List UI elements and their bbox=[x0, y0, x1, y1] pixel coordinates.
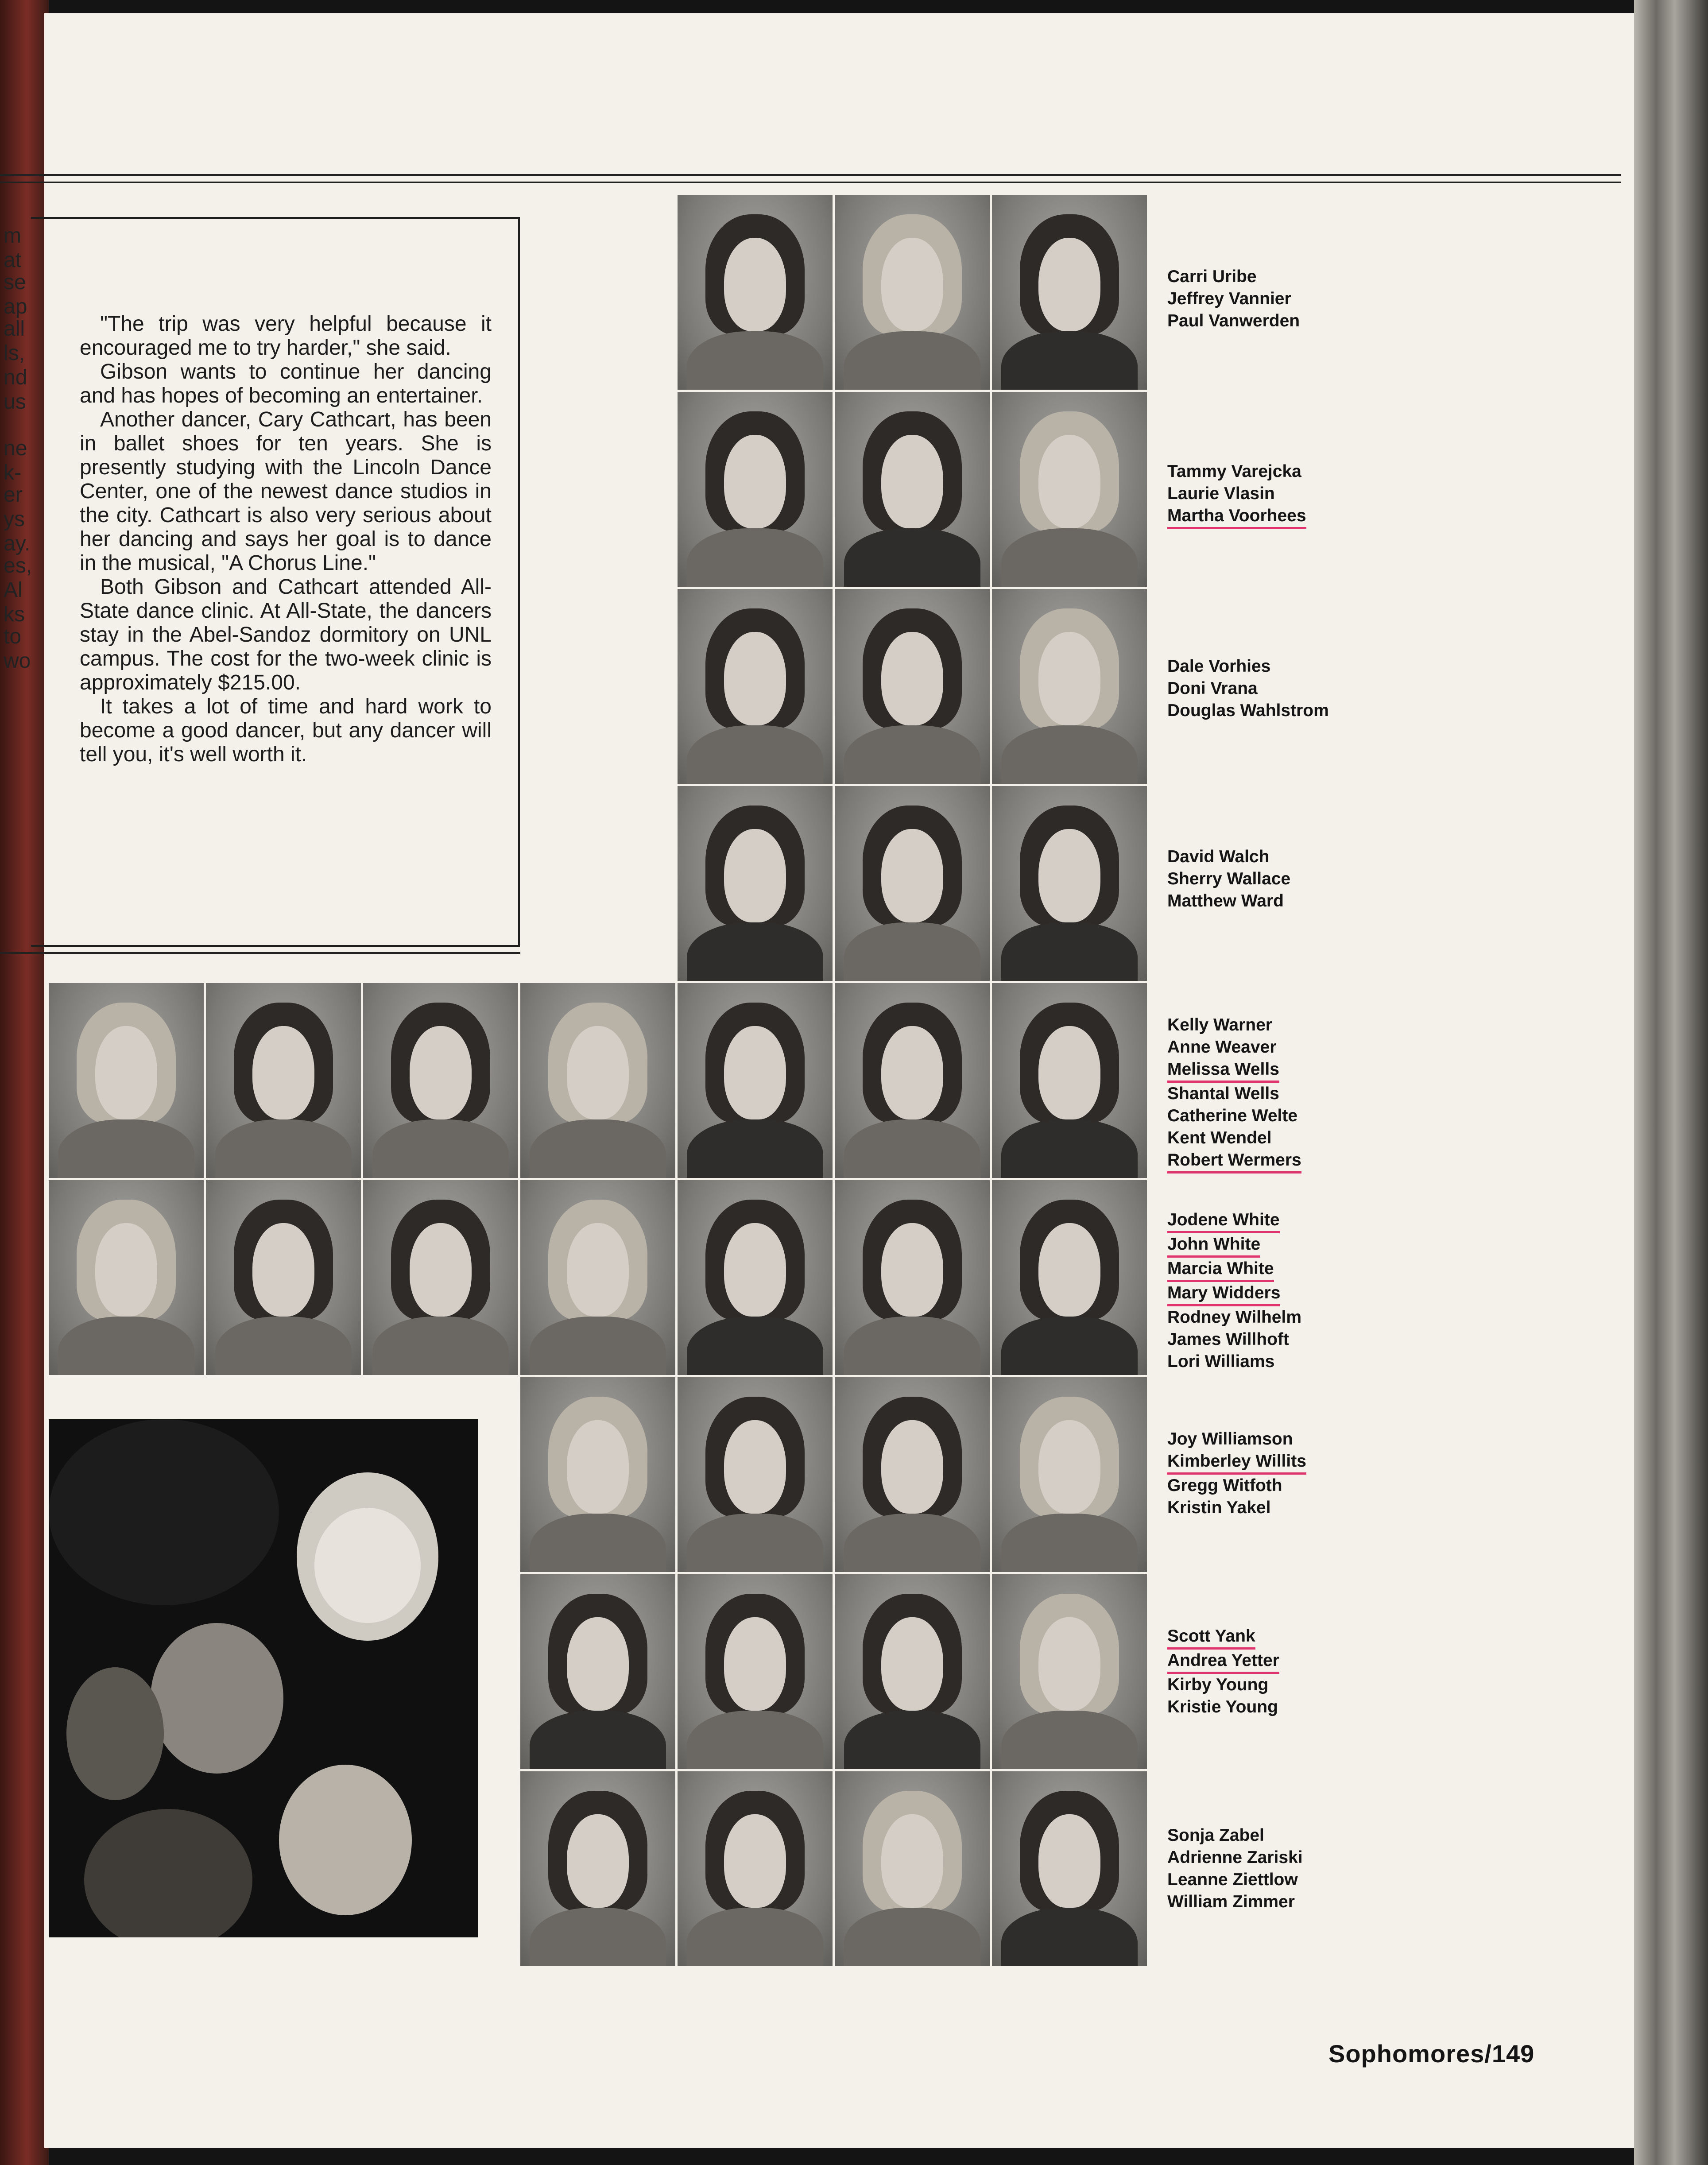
prev-page-fragment: k- bbox=[4, 461, 21, 484]
student-name-line bbox=[1167, 266, 1300, 288]
portrait-body bbox=[1001, 331, 1138, 390]
candid-figure bbox=[314, 1508, 421, 1623]
student-name: Mary Widders bbox=[1167, 1282, 1280, 1306]
portrait-body bbox=[687, 725, 823, 784]
student-name-line bbox=[1167, 1650, 1279, 1674]
student-portrait bbox=[992, 983, 1147, 1178]
portrait-face bbox=[881, 238, 943, 331]
student-name: James Willhoft bbox=[1167, 1330, 1289, 1349]
portrait-face bbox=[881, 1223, 943, 1317]
prev-page-fragment: Al bbox=[4, 578, 23, 602]
student-name-line bbox=[1167, 310, 1300, 332]
portrait-face bbox=[881, 829, 943, 922]
folio-separator: / bbox=[1484, 2040, 1492, 2068]
prev-page-fragment: m bbox=[4, 224, 21, 248]
student-name-line bbox=[1167, 1869, 1303, 1891]
portrait-face bbox=[881, 1026, 943, 1119]
portrait-body bbox=[215, 1119, 352, 1178]
student-name-line bbox=[1167, 1824, 1303, 1847]
portrait-body bbox=[687, 1317, 823, 1375]
student-portrait bbox=[992, 1771, 1147, 1966]
portrait-face bbox=[1038, 632, 1100, 725]
student-name: Martha Voorhees bbox=[1167, 505, 1306, 529]
prev-page-fragment: se bbox=[4, 271, 26, 294]
portrait-face bbox=[881, 1814, 943, 1908]
student-portrait bbox=[678, 589, 833, 784]
student-portrait bbox=[678, 392, 833, 587]
portrait-face bbox=[252, 1223, 314, 1317]
prev-page-fragment: es, bbox=[4, 554, 32, 577]
student-name: John White bbox=[1167, 1233, 1260, 1258]
candid-dancers-photo bbox=[49, 1419, 478, 1937]
portrait-face bbox=[881, 435, 943, 528]
prev-page-fragment: ls, bbox=[4, 341, 25, 365]
portrait-face bbox=[724, 238, 786, 331]
student-name: Kirby Young bbox=[1167, 1675, 1269, 1694]
student-name-line bbox=[1167, 1083, 1301, 1105]
student-name: Tammy Varejcka bbox=[1167, 462, 1301, 481]
student-name-line bbox=[1167, 1149, 1301, 1174]
student-name: Laurie Vlasin bbox=[1167, 484, 1275, 503]
student-name: Shantal Wells bbox=[1167, 1084, 1279, 1103]
student-portrait bbox=[206, 983, 361, 1178]
student-name-line bbox=[1167, 1014, 1301, 1036]
prev-page-fragment: ks bbox=[4, 603, 25, 626]
candid-figure bbox=[279, 1765, 412, 1915]
folio-section: Sophomores bbox=[1328, 2040, 1485, 2068]
portrait-body bbox=[1001, 725, 1138, 784]
prev-page-fragment: ap bbox=[4, 295, 27, 318]
student-name-line bbox=[1167, 678, 1329, 700]
portrait-face bbox=[881, 1420, 943, 1514]
portrait-face bbox=[1038, 829, 1100, 922]
portrait-face bbox=[724, 1814, 786, 1908]
student-name-line bbox=[1167, 1674, 1279, 1696]
name-group bbox=[1167, 1209, 1301, 1373]
student-name-line bbox=[1167, 1328, 1301, 1351]
student-name: Jodene White bbox=[1167, 1209, 1280, 1233]
prev-page-fragment: all bbox=[4, 317, 25, 341]
portrait-body bbox=[530, 1514, 666, 1572]
portrait-body bbox=[215, 1317, 352, 1375]
student-name-line bbox=[1167, 1497, 1306, 1519]
student-name: Scott Yank bbox=[1167, 1625, 1255, 1650]
student-name-line bbox=[1167, 1847, 1303, 1869]
portrait-body bbox=[844, 528, 980, 587]
student-portrait bbox=[678, 1771, 833, 1966]
student-name: Matthew Ward bbox=[1167, 891, 1284, 910]
candid-figure bbox=[66, 1667, 164, 1800]
student-portrait bbox=[520, 1574, 675, 1769]
portrait-body bbox=[58, 1119, 194, 1178]
student-name: Douglas Wahlstrom bbox=[1167, 701, 1329, 720]
student-portrait bbox=[835, 1771, 990, 1966]
student-name-line bbox=[1167, 1450, 1306, 1475]
prev-page-fragment: nd bbox=[4, 366, 27, 389]
portrait-body bbox=[844, 1514, 980, 1572]
portrait-body bbox=[1001, 1119, 1138, 1178]
name-group bbox=[1167, 461, 1306, 529]
portrait-body bbox=[844, 1317, 980, 1375]
name-group bbox=[1167, 846, 1290, 912]
student-name: Leanne Ziettlow bbox=[1167, 1870, 1298, 1889]
portrait-face bbox=[724, 1026, 786, 1119]
student-name-line bbox=[1167, 1233, 1301, 1258]
student-name-line bbox=[1167, 1625, 1279, 1650]
portrait-face bbox=[1038, 1814, 1100, 1908]
student-portrait bbox=[835, 786, 990, 981]
student-name: Paul Vanwerden bbox=[1167, 311, 1300, 330]
portrait-body bbox=[844, 331, 980, 390]
portrait-body bbox=[530, 1119, 666, 1178]
candid-figure bbox=[151, 1623, 283, 1774]
story-paragraph: Another dancer, Cary Cathcart, has been in ballet shoes for ten years. She is presently studying with the Lincoln Dance Center, one of the newest dance studios in the city. Cathcart is also very serious about her dancing and says her goal is to dance in the musical, "A Chorus Line." bbox=[80, 408, 492, 575]
name-group bbox=[1167, 1014, 1301, 1174]
student-name: Doni Vrana bbox=[1167, 679, 1258, 698]
student-portrait bbox=[520, 1771, 675, 1966]
student-name-line bbox=[1167, 1475, 1306, 1497]
portrait-body bbox=[1001, 922, 1138, 981]
prev-page-fragment: us bbox=[4, 390, 26, 414]
portrait-face bbox=[724, 1223, 786, 1317]
portrait-body bbox=[844, 1119, 980, 1178]
student-portrait bbox=[678, 1180, 833, 1375]
student-name-line bbox=[1167, 288, 1300, 310]
student-name: Kent Wendel bbox=[1167, 1128, 1272, 1147]
portrait-body bbox=[687, 331, 823, 390]
portrait-body bbox=[372, 1317, 509, 1375]
student-portrait bbox=[835, 983, 990, 1178]
student-name-line bbox=[1167, 1696, 1279, 1718]
story-paragraph: Both Gibson and Cathcart attended All-State dance clinic. At All-State, the dancers stay in the Abel-Sandoz dormitory on UNL campus. The cost for the two-week clinic is approximately $215.00. bbox=[80, 575, 492, 694]
portrait-face bbox=[567, 1223, 629, 1317]
portrait-face bbox=[1038, 1617, 1100, 1711]
student-name: Andrea Yetter bbox=[1167, 1650, 1279, 1674]
student-portrait bbox=[363, 1180, 518, 1375]
portrait-body bbox=[844, 1711, 980, 1769]
student-portrait bbox=[835, 195, 990, 390]
portrait-face bbox=[881, 1617, 943, 1711]
student-portrait bbox=[49, 1180, 204, 1375]
student-portrait bbox=[678, 1377, 833, 1572]
name-group bbox=[1167, 1625, 1279, 1718]
student-name: Catherine Welte bbox=[1167, 1106, 1298, 1125]
prev-page-fragment: wo bbox=[4, 649, 31, 673]
prev-page-fragment: ys bbox=[4, 507, 25, 531]
portrait-face bbox=[724, 632, 786, 725]
prev-page-fragment: to bbox=[4, 625, 22, 648]
portrait-face bbox=[252, 1026, 314, 1119]
student-name-line bbox=[1167, 1282, 1301, 1306]
student-name: Jeffrey Vannier bbox=[1167, 289, 1291, 308]
student-name: Gregg Witfoth bbox=[1167, 1476, 1282, 1495]
student-name-line bbox=[1167, 1209, 1301, 1233]
student-name-line bbox=[1167, 483, 1306, 505]
portrait-body bbox=[687, 528, 823, 587]
portrait-body bbox=[687, 1711, 823, 1769]
portrait-face bbox=[724, 1420, 786, 1514]
prev-page-fragment: at bbox=[4, 248, 22, 272]
portrait-body bbox=[844, 1908, 980, 1966]
portrait-body bbox=[530, 1908, 666, 1966]
portrait-body bbox=[1001, 1711, 1138, 1769]
portrait-face bbox=[724, 1617, 786, 1711]
portrait-body bbox=[1001, 1908, 1138, 1966]
student-name-line bbox=[1167, 655, 1329, 678]
page-folio bbox=[1328, 2039, 1534, 2068]
student-name-line bbox=[1167, 700, 1329, 722]
portrait-body bbox=[58, 1317, 194, 1375]
portrait-body bbox=[372, 1119, 509, 1178]
portrait-face bbox=[1038, 435, 1100, 528]
portrait-body bbox=[1001, 1514, 1138, 1572]
student-portrait bbox=[835, 1574, 990, 1769]
student-portrait bbox=[992, 1180, 1147, 1375]
student-portrait bbox=[992, 195, 1147, 390]
student-name-line bbox=[1167, 1306, 1301, 1328]
student-portrait bbox=[992, 786, 1147, 981]
portrait-body bbox=[844, 922, 980, 981]
student-name: William Zimmer bbox=[1167, 1892, 1295, 1911]
student-name-line bbox=[1167, 868, 1290, 890]
student-name: Kristie Young bbox=[1167, 1697, 1278, 1716]
candid-figure bbox=[84, 1809, 252, 1937]
student-name: Anne Weaver bbox=[1167, 1038, 1277, 1057]
student-name-line bbox=[1167, 1891, 1303, 1913]
student-portrait bbox=[678, 1574, 833, 1769]
student-name: Melissa Wells bbox=[1167, 1058, 1279, 1083]
student-name: Sherry Wallace bbox=[1167, 869, 1291, 888]
student-name-line bbox=[1167, 461, 1306, 483]
top-double-rule-1 bbox=[0, 174, 1621, 176]
portrait-face bbox=[1038, 1223, 1100, 1317]
student-name-line bbox=[1167, 1258, 1301, 1282]
student-portrait bbox=[835, 392, 990, 587]
student-name-line bbox=[1167, 846, 1290, 868]
portrait-face bbox=[1038, 1026, 1100, 1119]
student-name: Robert Wermers bbox=[1167, 1149, 1301, 1174]
portrait-face bbox=[567, 1814, 629, 1908]
portrait-body bbox=[687, 1119, 823, 1178]
portrait-face bbox=[410, 1223, 472, 1317]
portrait-face bbox=[567, 1026, 629, 1119]
student-name-line bbox=[1167, 890, 1290, 912]
student-portrait bbox=[992, 1377, 1147, 1572]
book-cover-edge bbox=[1634, 0, 1708, 2165]
prev-page-fragment: ay. bbox=[4, 532, 31, 555]
student-name-line bbox=[1167, 1127, 1301, 1149]
name-group bbox=[1167, 1824, 1303, 1913]
student-name-line bbox=[1167, 1351, 1301, 1373]
student-name: Kelly Warner bbox=[1167, 1015, 1272, 1034]
story-paragraph: "The trip was very helpful because it encouraged me to try harder," she said. bbox=[80, 312, 492, 360]
story-paragraph: It takes a lot of time and hard work to become a good dancer, but any dancer will tell you, it's well worth it. bbox=[80, 695, 492, 766]
portrait-face bbox=[881, 632, 943, 725]
student-name-line bbox=[1167, 505, 1306, 529]
student-name: Kimberley Willits bbox=[1167, 1450, 1306, 1475]
name-group bbox=[1167, 266, 1300, 332]
name-group bbox=[1167, 655, 1329, 722]
portrait-body bbox=[530, 1317, 666, 1375]
portrait-body bbox=[1001, 1317, 1138, 1375]
portrait-face bbox=[95, 1223, 157, 1317]
portrait-face bbox=[724, 829, 786, 922]
portrait-face bbox=[1038, 1420, 1100, 1514]
portrait-face bbox=[567, 1617, 629, 1711]
story-text bbox=[80, 312, 492, 767]
student-portrait bbox=[206, 1180, 361, 1375]
student-name: Sonja Zabel bbox=[1167, 1826, 1264, 1845]
portrait-body bbox=[687, 1514, 823, 1572]
portrait-body bbox=[687, 1908, 823, 1966]
student-portrait bbox=[520, 983, 675, 1178]
student-portrait bbox=[992, 589, 1147, 784]
left-box-lower-rule bbox=[0, 952, 520, 954]
prev-page-fragment: er bbox=[4, 483, 23, 507]
student-name-line bbox=[1167, 1036, 1301, 1058]
student-portrait bbox=[835, 1180, 990, 1375]
folio-page-number: 149 bbox=[1491, 2040, 1535, 2068]
student-portrait bbox=[835, 1377, 990, 1572]
student-portrait bbox=[520, 1180, 675, 1375]
portrait-body bbox=[1001, 528, 1138, 587]
student-name: Kristin Yakel bbox=[1167, 1498, 1271, 1517]
student-name: David Walch bbox=[1167, 847, 1270, 866]
student-name: Lori Williams bbox=[1167, 1352, 1275, 1371]
student-portrait bbox=[678, 983, 833, 1178]
portrait-body bbox=[844, 725, 980, 784]
portrait-face bbox=[567, 1420, 629, 1514]
student-portrait bbox=[678, 786, 833, 981]
student-portrait bbox=[992, 1574, 1147, 1769]
portrait-face bbox=[95, 1026, 157, 1119]
portrait-body bbox=[530, 1711, 666, 1769]
story-paragraph: Gibson wants to continue her dancing and has hopes of becoming an entertainer. bbox=[80, 360, 492, 407]
student-portrait bbox=[363, 983, 518, 1178]
student-name-line bbox=[1167, 1058, 1301, 1083]
student-name: Adrienne Zariski bbox=[1167, 1848, 1303, 1867]
student-name: Joy Williamson bbox=[1167, 1429, 1293, 1448]
student-portrait bbox=[520, 1377, 675, 1572]
student-portrait bbox=[49, 983, 204, 1178]
portrait-body bbox=[687, 922, 823, 981]
student-name-line bbox=[1167, 1428, 1306, 1450]
student-name: Carri Uribe bbox=[1167, 267, 1257, 286]
student-name: Marcia White bbox=[1167, 1258, 1274, 1282]
candid-light bbox=[49, 1419, 279, 1605]
student-portrait bbox=[835, 589, 990, 784]
student-name-line bbox=[1167, 1105, 1301, 1127]
student-portrait bbox=[992, 392, 1147, 587]
prev-page-fragment: ne bbox=[4, 437, 27, 460]
portrait-face bbox=[1038, 238, 1100, 331]
name-group bbox=[1167, 1428, 1306, 1519]
student-name: Dale Vorhies bbox=[1167, 657, 1271, 676]
student-portrait bbox=[678, 195, 833, 390]
portrait-face bbox=[410, 1026, 472, 1119]
top-double-rule-2 bbox=[0, 182, 1621, 183]
portrait-face bbox=[724, 435, 786, 528]
student-name: Rodney Wilhelm bbox=[1167, 1308, 1302, 1327]
